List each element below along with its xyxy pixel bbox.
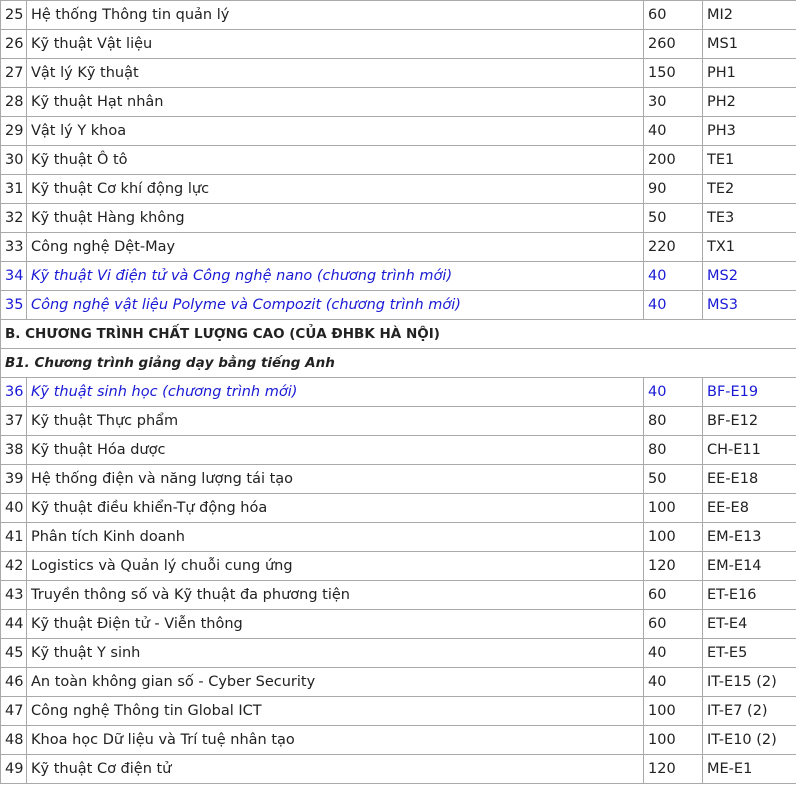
row-number: 34 <box>1 262 27 291</box>
quota: 40 <box>644 378 703 407</box>
program-code: BF-E19 <box>703 378 796 407</box>
program-code: PH2 <box>703 88 796 117</box>
program-name: Kỹ thuật sinh học (chương trình mới) <box>27 378 644 407</box>
row-number: 45 <box>1 639 27 668</box>
program-code: IT-E10 (2) <box>703 726 796 755</box>
quota: 120 <box>644 552 703 581</box>
program-name: Vật lý Kỹ thuật <box>27 59 644 88</box>
table-row <box>1 726 796 755</box>
quota: 40 <box>644 117 703 146</box>
program-code: MS2 <box>703 262 796 291</box>
table-row <box>1 233 796 262</box>
program-code: CH-E11 <box>703 436 796 465</box>
quota: 60 <box>644 1 703 30</box>
subsection-row <box>1 349 796 378</box>
row-number: 48 <box>1 726 27 755</box>
quota: 220 <box>644 233 703 262</box>
program-code: ET-E4 <box>703 610 796 639</box>
row-number: 32 <box>1 204 27 233</box>
program-name: Công nghệ Thông tin Global ICT <box>27 697 644 726</box>
program-name: Kỹ thuật Vật liệu <box>27 30 644 59</box>
row-number: 49 <box>1 755 27 784</box>
program-code: TE1 <box>703 146 796 175</box>
quota: 150 <box>644 59 703 88</box>
row-number: 35 <box>1 291 27 320</box>
row-number: 31 <box>1 175 27 204</box>
subsection-heading-b1: B1. Chương trình giảng dạy bằng tiếng Anh <box>1 349 796 378</box>
program-code: PH1 <box>703 59 796 88</box>
quota: 40 <box>644 639 703 668</box>
program-name: Logistics và Quản lý chuỗi cung ứng <box>27 552 644 581</box>
row-number: 38 <box>1 436 27 465</box>
program-name: Kỹ thuật Thực phẩm <box>27 407 644 436</box>
table-row <box>1 639 796 668</box>
table-row <box>1 88 796 117</box>
program-name: Khoa học Dữ liệu và Trí tuệ nhân tạo <box>27 726 644 755</box>
quota: 90 <box>644 175 703 204</box>
table-row <box>1 523 796 552</box>
table-row <box>1 697 796 726</box>
quota: 200 <box>644 146 703 175</box>
quota: 60 <box>644 581 703 610</box>
program-code: EM-E14 <box>703 552 796 581</box>
program-name: Kỹ thuật Hóa dược <box>27 436 644 465</box>
program-name: Công nghệ Dệt-May <box>27 233 644 262</box>
program-code: IT-E15 (2) <box>703 668 796 697</box>
row-number: 28 <box>1 88 27 117</box>
table-row <box>1 407 796 436</box>
row-number: 43 <box>1 581 27 610</box>
program-code: EM-E13 <box>703 523 796 552</box>
table-group-a <box>1 1 796 320</box>
quota: 30 <box>644 88 703 117</box>
table-row <box>1 610 796 639</box>
table-row <box>1 581 796 610</box>
quota: 260 <box>644 30 703 59</box>
quota: 100 <box>644 726 703 755</box>
program-name: Kỹ thuật Điện tử - Viễn thông <box>27 610 644 639</box>
row-number: 36 <box>1 378 27 407</box>
program-name: Vật lý Y khoa <box>27 117 644 146</box>
table-row <box>1 1 796 30</box>
row-number: 41 <box>1 523 27 552</box>
table-row <box>1 117 796 146</box>
row-number: 42 <box>1 552 27 581</box>
program-name: An toàn không gian số - Cyber Security <box>27 668 644 697</box>
program-code: PH3 <box>703 117 796 146</box>
table-group-b1 <box>1 378 796 784</box>
program-name: Công nghệ vật liệu Polyme và Compozit (chương trình mới) <box>27 291 644 320</box>
program-name: Kỹ thuật Hàng không <box>27 204 644 233</box>
quota: 50 <box>644 465 703 494</box>
program-code: EE-E8 <box>703 494 796 523</box>
program-name: Hệ thống điện và năng lượng tái tạo <box>27 465 644 494</box>
quota: 100 <box>644 697 703 726</box>
row-number: 44 <box>1 610 27 639</box>
quota: 100 <box>644 523 703 552</box>
table-row <box>1 436 796 465</box>
program-code: TE3 <box>703 204 796 233</box>
row-number: 29 <box>1 117 27 146</box>
quota: 50 <box>644 204 703 233</box>
table-row <box>1 262 796 291</box>
program-name: Phân tích Kinh doanh <box>27 523 644 552</box>
table-row <box>1 146 796 175</box>
table-row <box>1 465 796 494</box>
program-code: MS1 <box>703 30 796 59</box>
row-number: 27 <box>1 59 27 88</box>
table-row <box>1 755 796 784</box>
table-section-b <box>1 320 796 378</box>
program-code: ET-E16 <box>703 581 796 610</box>
quota: 80 <box>644 407 703 436</box>
program-name: Kỹ thuật Vi điện tử và Công nghệ nano (chương trình mới) <box>27 262 644 291</box>
table-row <box>1 378 796 407</box>
row-number: 30 <box>1 146 27 175</box>
row-number: 26 <box>1 30 27 59</box>
quota: 80 <box>644 436 703 465</box>
table-row <box>1 30 796 59</box>
row-number: 25 <box>1 1 27 30</box>
program-code: MS3 <box>703 291 796 320</box>
table-row <box>1 59 796 88</box>
program-code: IT-E7 (2) <box>703 697 796 726</box>
table-row <box>1 175 796 204</box>
program-code: BF-E12 <box>703 407 796 436</box>
quota: 120 <box>644 755 703 784</box>
program-code: ET-E5 <box>703 639 796 668</box>
table-row <box>1 494 796 523</box>
program-name: Kỹ thuật Y sinh <box>27 639 644 668</box>
program-code: TE2 <box>703 175 796 204</box>
row-number: 46 <box>1 668 27 697</box>
row-number: 33 <box>1 233 27 262</box>
program-name: Hệ thống Thông tin quản lý <box>27 1 644 30</box>
program-name: Truyền thông số và Kỹ thuật đa phương tiện <box>27 581 644 610</box>
program-name: Kỹ thuật Cơ điện tử <box>27 755 644 784</box>
row-number: 40 <box>1 494 27 523</box>
table-row <box>1 552 796 581</box>
program-name: Kỹ thuật Ô tô <box>27 146 644 175</box>
section-row <box>1 320 796 349</box>
program-code: EE-E18 <box>703 465 796 494</box>
row-number: 39 <box>1 465 27 494</box>
program-name: Kỹ thuật Hạt nhân <box>27 88 644 117</box>
table-row <box>1 291 796 320</box>
quota: 100 <box>644 494 703 523</box>
program-code: MI2 <box>703 1 796 30</box>
quota: 40 <box>644 668 703 697</box>
quota: 60 <box>644 610 703 639</box>
program-code: ME-E1 <box>703 755 796 784</box>
section-heading-b: B. CHƯƠNG TRÌNH CHẤT LƯỢNG CAO (CỦA ĐHBK HÀ NỘI) <box>1 320 796 349</box>
program-name: Kỹ thuật điều khiển-Tự động hóa <box>27 494 644 523</box>
program-name: Kỹ thuật Cơ khí động lực <box>27 175 644 204</box>
quota: 40 <box>644 262 703 291</box>
row-number: 37 <box>1 407 27 436</box>
table-row <box>1 668 796 697</box>
program-code: TX1 <box>703 233 796 262</box>
table-row <box>1 204 796 233</box>
quota: 40 <box>644 291 703 320</box>
row-number: 47 <box>1 697 27 726</box>
